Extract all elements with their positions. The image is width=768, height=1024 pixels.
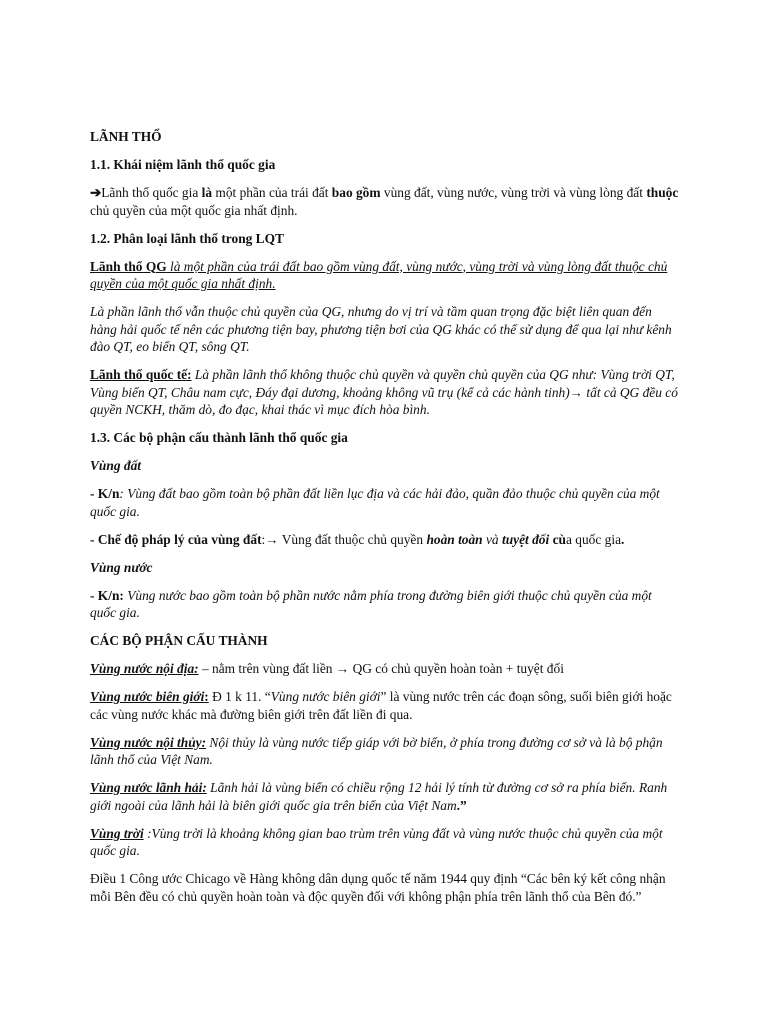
vung-dat-che-do-phap-ly: - Chế độ pháp lý của vùng đất:→ Vùng đất thuộc chủ quyền hoàn toàn và tuyệt đối cùa quốc gia.: [90, 531, 625, 547]
vung-nuoc-bien-gioi-paragraph: Vùng nước biên giới: Đ 1 k 11. “Vùng nước biên giới” là vùng nước trên các đoạn sông, suối biên giới hoặc các vùng nước khác mà đường biên giới trên đất liền đi qua.: [90, 689, 672, 722]
vung-dat-heading: Vùng đất: [90, 458, 141, 473]
document-page: [90, 128, 680, 916]
section-1-1-paragraph: ➔Lãnh thổ quốc gia là một phần của trái đất bao gồm vùng đất, vùng nước, vùng trời và vùng lòng đất thuộc chủ quyền của một quốc gia nhất định.: [90, 185, 679, 218]
doc-title: LÃNH THỔ: [90, 129, 162, 144]
vung-nuoc-noi-thuy-paragraph: Vùng nước nội thủy: Nội thủy là vùng nước tiếp giáp với bờ biển, ở phía trong đường cơ sở và là bộ phận lãnh thổ của Việt Nam.: [90, 734, 663, 767]
lanh-tho-qg-paragraph: Lãnh thổ QG là một phần của trái đất bao gồm vùng đất, vùng nước, vùng trời và vùng lòng đất thuộc chủ quyền của một quốc gia nhất định.: [90, 258, 668, 291]
term-vung-nuoc-noi-thuy: Vùng nước nội thủy:: [90, 734, 207, 750]
term-lanh-tho-quoc-te: Lãnh thổ quốc tế:: [90, 367, 192, 382]
vung-nuoc-lanh-hai-paragraph: Vùng nước lãnh hải: Lãnh hải là vùng biển có chiều rộng 12 hải lý tính từ đường cơ sở ra phía biển. Ranh giới ngoài của lãnh hải là biên giới quốc gia trên biển của Việt Nam.”: [90, 780, 668, 813]
term-lanh-tho-qg: Lãnh thổ QG: [90, 258, 167, 274]
lanh-tho-dac-biet-paragraph: Là phần lãnh thổ vẫn thuộc chủ quyền của QG, nhưng do vị trí và tầm quan trọng đặc biệt liên quan đến hàng hải quốc tế nên các phương tiện bay, phương tiện bơi của QG khác có thể sử dụng để qua lại như kênh đào QT, eo biển QT, sông QT.: [90, 304, 672, 354]
vung-nuoc-noi-dia-paragraph: Vùng nước nội địa: – nằm trên vùng đất liền → QG có chủ quyền hoàn toàn + tuyệt đối: [90, 661, 564, 676]
vung-troi-paragraph: Vùng trời :Vùng trời là khoảng không gian bao trùm trên vùng đất và vùng nước thuộc chủ quyền của một quốc gia.: [90, 825, 663, 858]
term-vung-troi: Vùng trời: [90, 825, 144, 841]
section-1-1-heading: 1.1. Khái niệm lãnh thổ quốc gia: [90, 157, 276, 172]
term-vung-nuoc-bien-gioi: Vùng nước biên giới: [90, 689, 205, 704]
vung-nuoc-heading: Vùng nước: [90, 559, 153, 575]
arrow-right-icon: ➔: [90, 185, 102, 200]
arrow-right-icon: →: [265, 531, 279, 547]
lanh-tho-quoc-te-paragraph: Lãnh thổ quốc tế: Là phần lãnh thổ không thuộc chủ quyền và quyền chủ quyền của QG như: Vùng trời QT, Vùng biển QT, Châu nam cực, Đáy đại dương, khoảng không vũ trụ (kể cả các hành tinh)→ tất cả QG đều có quyền NCKH, thăm dò, đo đạc, khai thác vì mục đích hòa bình.: [90, 367, 678, 417]
term-vung-nuoc-lanh-hai: Vùng nước lãnh hải:: [90, 780, 207, 795]
arrow-right-icon: →: [335, 661, 350, 676]
section-1-3-heading: 1.3. Các bộ phận cấu thành lãnh thổ quốc gia: [90, 430, 348, 445]
term-vung-nuoc-noi-dia: Vùng nước nội địa:: [90, 661, 199, 676]
chicago-convention-paragraph: Điều 1 Công ước Chicago về Hàng không dân dụng quốc tế năm 1944 quy định “Các bên ký kết công nhận mỗi Bên đều có chủ quyền hoàn toàn và độc quyền đối với không phận phía trên lãnh thổ của Bên đó.”: [90, 871, 666, 904]
section-1-2-heading: 1.2. Phân loại lãnh thổ trong LQT: [90, 230, 284, 246]
vung-dat-definition: - K/n: Vùng đất bao gồm toàn bộ phần đất liền lục địa và các hải đảo, quần đảo thuộc chủ quyền của một quốc gia.: [90, 486, 660, 519]
vung-nuoc-definition: - K/n: Vùng nước bao gồm toàn bộ phần nước nằm phía trong đường biên giới thuộc chủ quyền của một quốc gia.: [90, 587, 652, 620]
cac-bo-phan-heading: CÁC BỘ PHẬN CẤU THÀNH: [90, 633, 268, 648]
arrow-right-icon: →: [569, 384, 584, 400]
